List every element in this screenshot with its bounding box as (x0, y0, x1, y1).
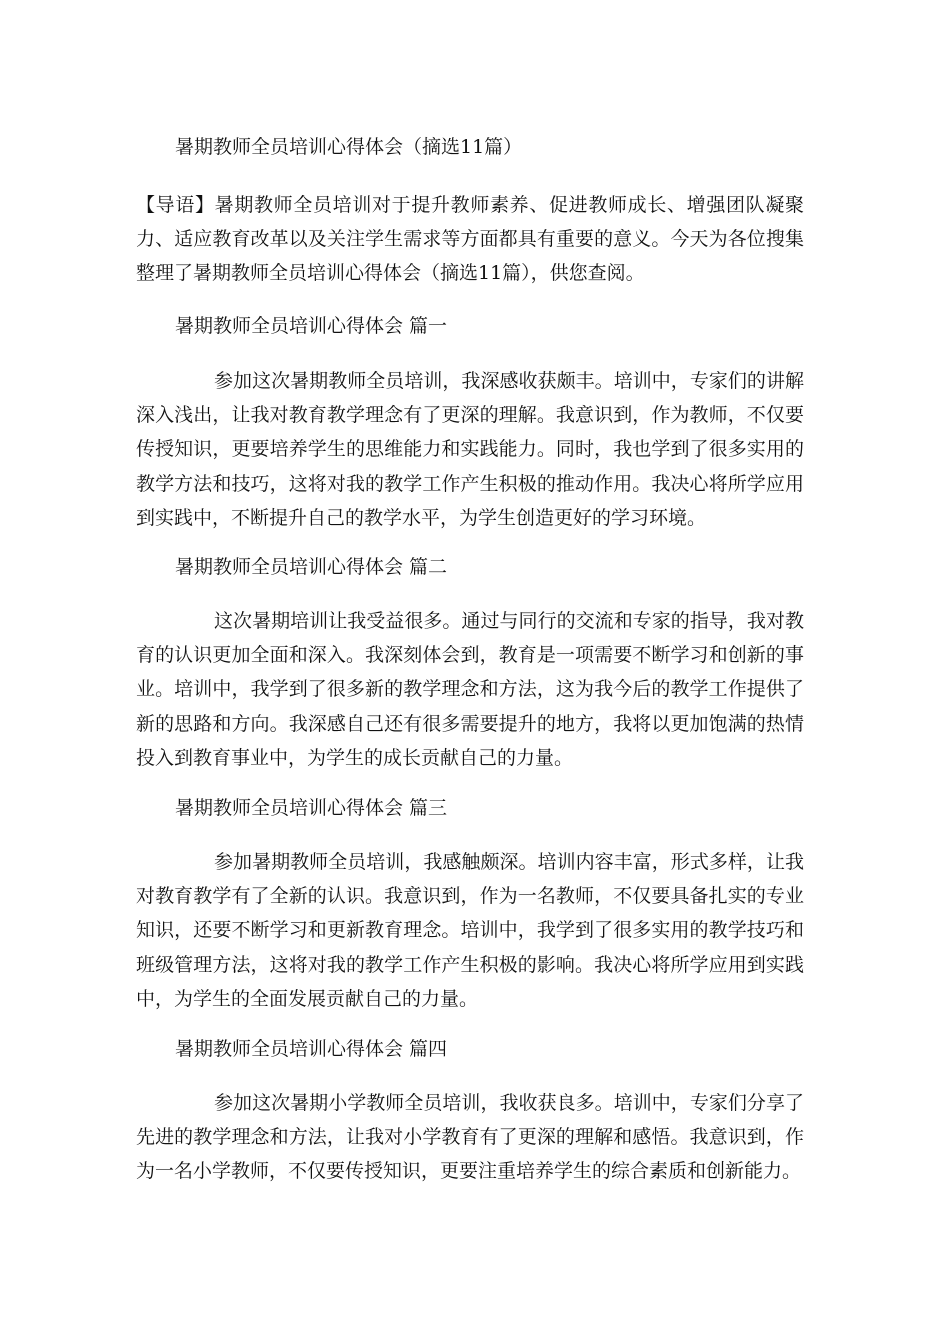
section-heading-4: 暑期教师全员培训心得体会 篇四 (175, 1038, 448, 1060)
section-heading-1: 暑期教师全员培训心得体会 篇一 (175, 315, 448, 337)
section-body-3: 参加暑期教师全员培训，我感触颇深。培训内容丰富，形式多样，让我对教育教学有了全新的认识。我意识到，作为一名教师，不仅要具备扎实的专业知识，还要不断学习和更新教育理念。培训中，我学到了很多实用的教学技巧和班级管理方法，这将对我的教学工作产生积极的影响。我决心将所学应用到实践中，为学生的全面发展贡献自己的力量。 (136, 851, 804, 1010)
intro-paragraph: 【导语】暑期教师全员培训对于提升教师素养、促进教师成长、增强团队凝聚力、适应教育改革以及关注学生需求等方面都具有重要的意义。今天为各位搜集整理了暑期教师全员培训心得体会（摘选11篇），供您查阅。 (136, 194, 804, 284)
section-body-4: 参加这次暑期小学教师全员培训，我收获良多。培训中，专家们分享了先进的教学理念和方法，让我对小学教育有了更深的理解和感悟。我意识到，作为一名小学教师，不仅要传授知识，更要注重培养学生的综合素质和创新能力。 (136, 1092, 804, 1183)
section-heading-3: 暑期教师全员培训心得体会 篇三 (175, 797, 448, 819)
section-heading-2: 暑期教师全员培训心得体会 篇二 (175, 556, 448, 578)
section-body-1: 参加这次暑期教师全员培训，我深感收获颇丰。培训中，专家们的讲解深入浅出，让我对教育教学理念有了更深的理解。我意识到，作为教师，不仅要传授知识，更要培养学生的思维能力和实践能力。同时，我也学到了很多实用的教学方法和技巧，这将对我的教学工作产生积极的推动作用。我决心将所学应用到实践中，不断提升自己的教学水平，为学生创造更好的学习环境。 (136, 370, 804, 529)
section-body-2: 这次暑期培训让我受益很多。通过与同行的交流和专家的指导，我对教育的认识更加全面和深入。我深刻体会到，教育是一项需要不断学习和创新的事业。培训中，我学到了很多新的教学理念和方法，这为我今后的教学工作提供了新的思路和方向。我深感自己还有很多需要提升的地方，我将以更加饱满的热情投入到教育事业中，为学生的成长贡献自己的力量。 (136, 610, 804, 769)
document-title: 暑期教师全员培训心得体会（摘选11篇） (175, 136, 523, 158)
